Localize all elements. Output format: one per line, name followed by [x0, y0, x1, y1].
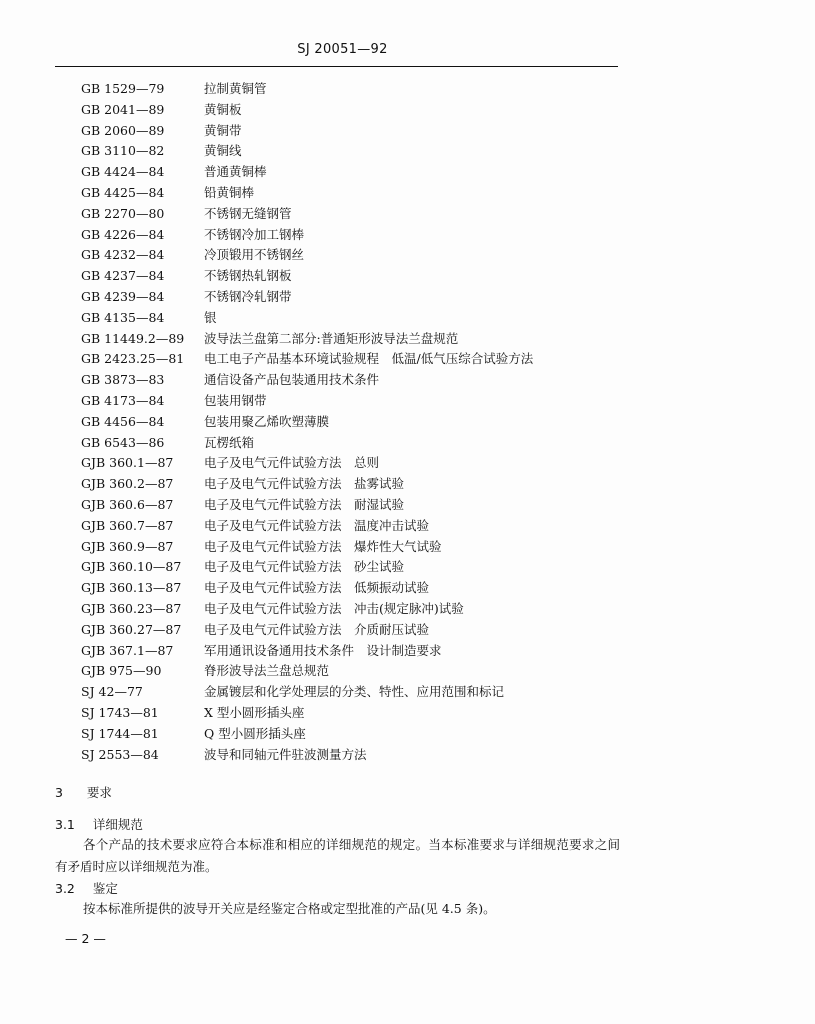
section-3-2-heading	[55, 879, 118, 897]
page-header-title: SJ 20051—92	[297, 42, 388, 57]
reference-code: GB 2060—89	[81, 122, 165, 138]
reference-title: 不锈钢冷轧钢带	[204, 289, 292, 304]
reference-title: 电子及电气元件试验方法 总则	[204, 455, 380, 471]
reference-title: 包装用钢带	[204, 393, 267, 408]
reference-title: 电子及电气元件试验方法 爆炸性大气试验	[204, 538, 442, 554]
reference-code: GJB 360.13—87	[81, 580, 182, 596]
reference-title: 银	[204, 309, 217, 325]
reference-code: GB 4173—84	[81, 393, 165, 408]
reference-row	[0, 349, 815, 369]
reference-code: GB 2270—80	[81, 205, 165, 221]
reference-row	[0, 225, 815, 245]
reference-row	[0, 141, 815, 161]
header-rule	[55, 66, 618, 67]
reference-row	[0, 287, 815, 307]
reference-code: GB 4237—84	[81, 268, 165, 284]
section-3-2-title: 鉴定	[92, 881, 118, 896]
reference-title: 脊形波导法兰盘总规范	[204, 663, 330, 679]
reference-row	[0, 703, 815, 723]
reference-row	[0, 100, 815, 120]
reference-title: 包装用聚乙烯吹塑薄膜	[204, 413, 330, 429]
reference-code: GB 4232—84	[81, 247, 165, 263]
reference-code: GB 1529—79	[81, 81, 165, 96]
section-3-1-title: 详细规范	[92, 817, 143, 832]
reference-title: 波导法兰盘第二部分:普通矩形波导法兰盘规范	[204, 330, 459, 346]
reference-row	[0, 391, 815, 411]
reference-code: GJB 360.10—87	[81, 559, 182, 575]
reference-title: 冷顶锻用不锈钢丝	[204, 247, 305, 263]
reference-row	[0, 121, 815, 141]
reference-code: GB 3873—83	[81, 372, 165, 388]
reference-title: 电子及电气元件试验方法 耐湿试验	[204, 497, 405, 512]
reference-title: 黄铜线	[204, 143, 242, 159]
reference-code: SJ 1744—81	[81, 725, 159, 741]
reference-row	[0, 516, 815, 536]
reference-row	[0, 204, 815, 224]
reference-row	[0, 308, 815, 328]
reference-code: GJB 360.9—87	[81, 538, 174, 554]
reference-title: 通信设备产品包装通用技术条件	[204, 372, 380, 388]
reference-code: GB 2041—89	[81, 101, 165, 117]
reference-row	[0, 474, 815, 494]
reference-row	[0, 266, 815, 286]
reference-title: 波导和同轴元件驻波测量方法	[204, 746, 367, 762]
reference-row	[0, 329, 815, 349]
section-3-2-number: 3.2	[55, 881, 75, 896]
reference-code: GB 4135—84	[81, 309, 165, 325]
reference-code: GB 11449.2—89	[81, 330, 185, 346]
section-3-heading	[55, 783, 112, 801]
reference-title: 不锈钢热轧钢板	[204, 268, 292, 284]
reference-code: GJB 360.27—87	[81, 621, 182, 637]
reference-code: GJB 975—90	[81, 663, 162, 679]
reference-code: GB 4456—84	[81, 413, 165, 429]
reference-title: 拉制黄铜管	[204, 81, 267, 96]
reference-row	[0, 641, 815, 661]
reference-title: 电子及电气元件试验方法 低频振动试验	[204, 580, 430, 596]
reference-code: SJ 2553—84	[81, 746, 159, 762]
reference-row	[0, 162, 815, 182]
reference-row	[0, 745, 815, 765]
reference-code: GJB 360.6—87	[81, 497, 174, 512]
reference-row	[0, 495, 815, 515]
section-3-number: 3	[55, 785, 63, 800]
page-number: — 2 —	[65, 931, 106, 946]
reference-title: 黄铜带	[204, 122, 242, 138]
reference-title: Q 型小圆形插头座	[204, 725, 306, 741]
reference-row	[0, 599, 815, 619]
reference-row	[0, 578, 815, 598]
reference-row	[0, 557, 815, 577]
section-3-2-body: 按本标准所提供的波导开关应是经鉴定合格或定型批准的产品(见 4.5 条)。	[83, 901, 496, 916]
reference-code: GB 4424—84	[81, 164, 165, 180]
reference-code: GB 2423.25—81	[81, 351, 185, 367]
reference-title: 电子及电气元件试验方法 介质耐压试验	[204, 621, 430, 637]
reference-row	[0, 433, 815, 453]
reference-row	[0, 79, 815, 99]
reference-title: 电子及电气元件试验方法 砂尘试验	[204, 559, 405, 575]
reference-row	[0, 245, 815, 265]
reference-code: GJB 360.23—87	[81, 601, 182, 616]
reference-code: GB 6543—86	[81, 434, 165, 450]
reference-row	[0, 183, 815, 203]
reference-row	[0, 453, 815, 473]
reference-title: 军用通讯设备通用技术条件 设计制造要求	[204, 642, 442, 658]
reference-code: GJB 360.1—87	[81, 455, 174, 471]
reference-title: 不锈钢无缝钢管	[204, 205, 292, 221]
reference-code: GJB 360.7—87	[81, 517, 174, 533]
reference-code: GB 3110—82	[81, 143, 165, 159]
reference-title: 电子及电气元件试验方法 温度冲击试验	[204, 517, 430, 533]
reference-title: 黄铜板	[204, 101, 242, 117]
reference-code: SJ 1743—81	[81, 705, 159, 720]
reference-code: GB 4425—84	[81, 185, 165, 200]
reference-code: GB 4239—84	[81, 289, 165, 304]
reference-title: 铅黄铜棒	[204, 185, 255, 200]
section-3-1-number: 3.1	[55, 817, 75, 832]
section-3-1-body: 各个产品的技术要求应符合本标准和相应的详细规范的规定。当本标准要求与详细规范要求之间有矛盾时应以详细规范为准。	[55, 837, 620, 874]
reference-row	[0, 370, 815, 390]
reference-code: GB 4226—84	[81, 226, 165, 242]
reference-title: 金属镀层和化学处理层的分类、特性、应用范围和标记	[204, 684, 505, 700]
reference-row	[0, 620, 815, 640]
reference-row	[0, 661, 815, 681]
reference-title: 电子及电气元件试验方法 盐雾试验	[204, 476, 405, 492]
section-3-title: 要求	[86, 785, 112, 800]
section-3-1-heading	[55, 815, 143, 833]
reference-row	[0, 724, 815, 744]
reference-title: X 型小圆形插头座	[204, 705, 305, 720]
reference-title: 电子及电气元件试验方法 冲击(规定脉冲)试验	[204, 601, 464, 616]
reference-title: 电工电子产品基本环境试验规程 低温/低气压综合试验方法	[204, 351, 534, 367]
reference-code: SJ 42—77	[81, 684, 143, 700]
reference-row	[0, 412, 815, 432]
reference-code: GJB 360.2—87	[81, 476, 174, 492]
reference-row	[0, 682, 815, 702]
reference-code: GJB 367.1—87	[81, 642, 174, 658]
reference-title: 普通黄铜棒	[204, 164, 267, 180]
reference-title: 不锈钢冷加工钢棒	[204, 226, 305, 242]
reference-title: 瓦楞纸箱	[204, 434, 255, 450]
reference-row	[0, 537, 815, 557]
